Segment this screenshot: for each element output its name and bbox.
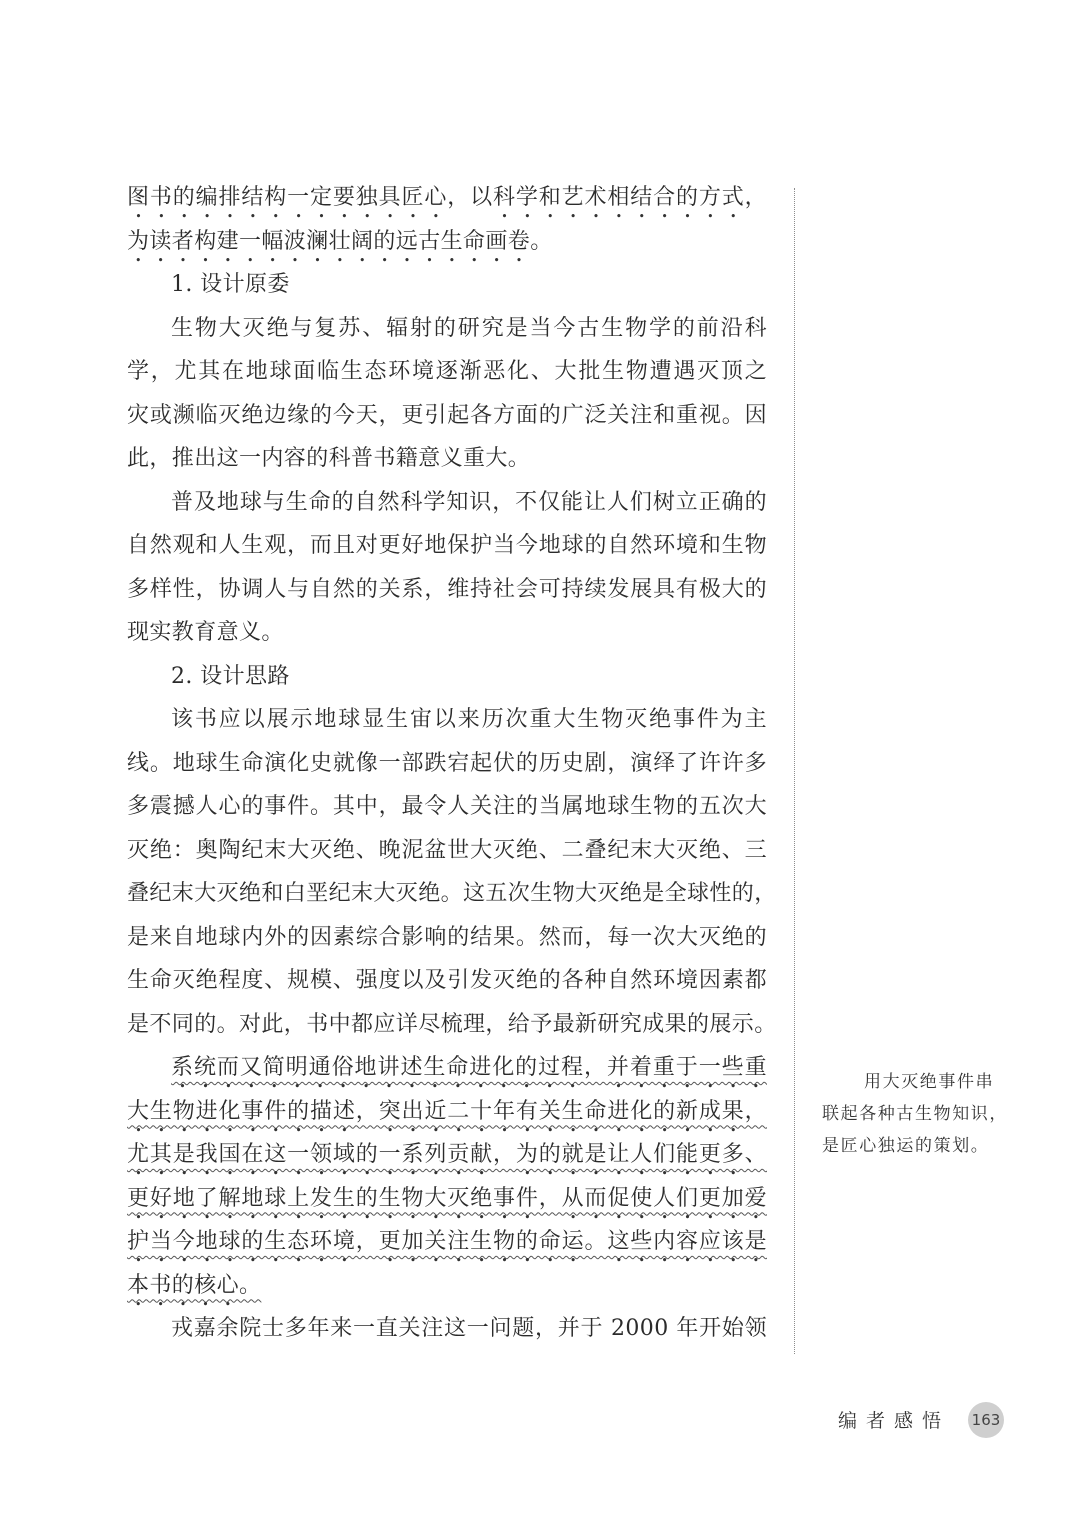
paragraph-1-line: 学，尤其在地球面临生态环境逐渐恶化、大批生物遭遇灭顶之 <box>127 359 767 384</box>
intro-text: ，以 <box>447 185 493 210</box>
paragraph-5-line: 戎嘉余院士多年来一直关注这一问题，并于 2000 年开始领 <box>171 1316 767 1341</box>
annotated-text: 大生物进化事件的描述，突出近二十年有关生命进化的新成果， <box>127 1098 767 1124</box>
annotated-text: 更好地了解地球上发生的生物大灭绝事件，从而促使人们更加爱 <box>127 1185 767 1211</box>
running-footer-label: 编者感悟 <box>838 1410 951 1432</box>
intro-emphasis: 为读者构建一幅波澜壮阔的远古生命画卷 <box>127 228 531 254</box>
paragraph-3-line: 是不同的。对此，书中都应详尽梳理，给予最新研究成果的展示。 <box>127 1011 777 1037</box>
paragraph-3-line: 线。地球生命演化史就像一部跌宕起伏的历史剧，演绎了许许多 <box>127 750 767 776</box>
intro-line-1 <box>127 176 767 220</box>
intro-text: 。 <box>530 228 553 254</box>
paragraph-3-line: 灭绝：奥陶纪末大灭绝、晚泥盆世大灭绝、二叠纪末大灭绝、三 <box>127 837 767 863</box>
annotated-text: 尤其是我国在这一领域的一系列贡献，为的就是让人们能更多、 <box>127 1142 767 1167</box>
paragraph-4-line <box>127 1220 767 1264</box>
intro-line-2 <box>127 220 767 264</box>
paragraph-2-line: 自然观和人生观，而且对更好地保护当今地球的自然环境和生物 <box>127 533 767 558</box>
paragraph-2-line: 现实教育意义。 <box>127 620 284 645</box>
paragraph-4-line <box>127 1133 767 1177</box>
annotated-text: 本书的核心。 <box>127 1272 262 1298</box>
paragraph-2-line: 普及地球与生命的自然科学知识，不仅能让人们树立正确的 <box>171 489 767 515</box>
paragraph-3-line: 生命灭绝程度、规模、强度以及引发灭绝的各种自然环境因素都 <box>127 968 767 993</box>
section-heading-2: 2. 设计思路 <box>171 663 290 689</box>
margin-note-line: 联起各种古生物知识， <box>822 1104 1008 1124</box>
section-heading-1: 1. 设计原委 <box>171 272 290 297</box>
paragraph-4-line <box>127 1090 767 1134</box>
margin-divider <box>794 188 795 1354</box>
paragraph-3-line: 多震撼人心的事件。其中，最令人关注的当属地球生物的五次大 <box>127 794 767 819</box>
paragraph-3-line: 叠纪末大灭绝和白垩纪末大灭绝。这五次生物大灭绝是全球性的， <box>127 881 777 906</box>
paragraph-1-line: 灾或濒临灭绝边缘的今天，更引起各方面的广泛关注和重视。因 <box>127 402 767 428</box>
paragraph-3-line: 该书应以展示地球显生宙以来历次重大生物灭绝事件为主 <box>171 707 767 732</box>
intro-text: ， <box>744 185 767 210</box>
paragraph-2-line: 多样性，协调人与自然的关系，维持社会可持续发展具有极大的 <box>127 576 767 602</box>
paragraph-4-line <box>127 1264 767 1308</box>
main-text-column <box>127 176 777 1351</box>
annotated-text: 系统而又简明通俗地讲述生命进化的过程，并着重于一些重 <box>171 1055 767 1080</box>
margin-note-line: 用大灭绝事件串 <box>864 1072 995 1092</box>
margin-note-line: 是匠心独运的策划。 <box>822 1136 990 1156</box>
paragraph-1-line: 此，推出这一内容的科普书籍意义重大。 <box>127 446 531 471</box>
paragraph-3-line: 是来自地球内外的因素综合影响的结果。然而，每一次大灭绝的 <box>127 924 767 950</box>
intro-emphasis: 图书的编排结构一定要独具匠心 <box>127 185 448 210</box>
paragraph-1-line: 生物大灭绝与复苏、辐射的研究是当今古生物学的前沿科 <box>171 315 767 341</box>
paragraph-4-line <box>127 1177 767 1221</box>
paragraph-4-line <box>127 1046 767 1090</box>
page-number-badge: 163 <box>968 1402 1004 1438</box>
margin-note <box>822 1066 1012 1162</box>
annotated-text: 护当今地球的生态环境，更加关注生物的命运。这些内容应该是 <box>127 1229 767 1254</box>
intro-emphasis: 科学和艺术相结合的方式 <box>492 185 745 210</box>
